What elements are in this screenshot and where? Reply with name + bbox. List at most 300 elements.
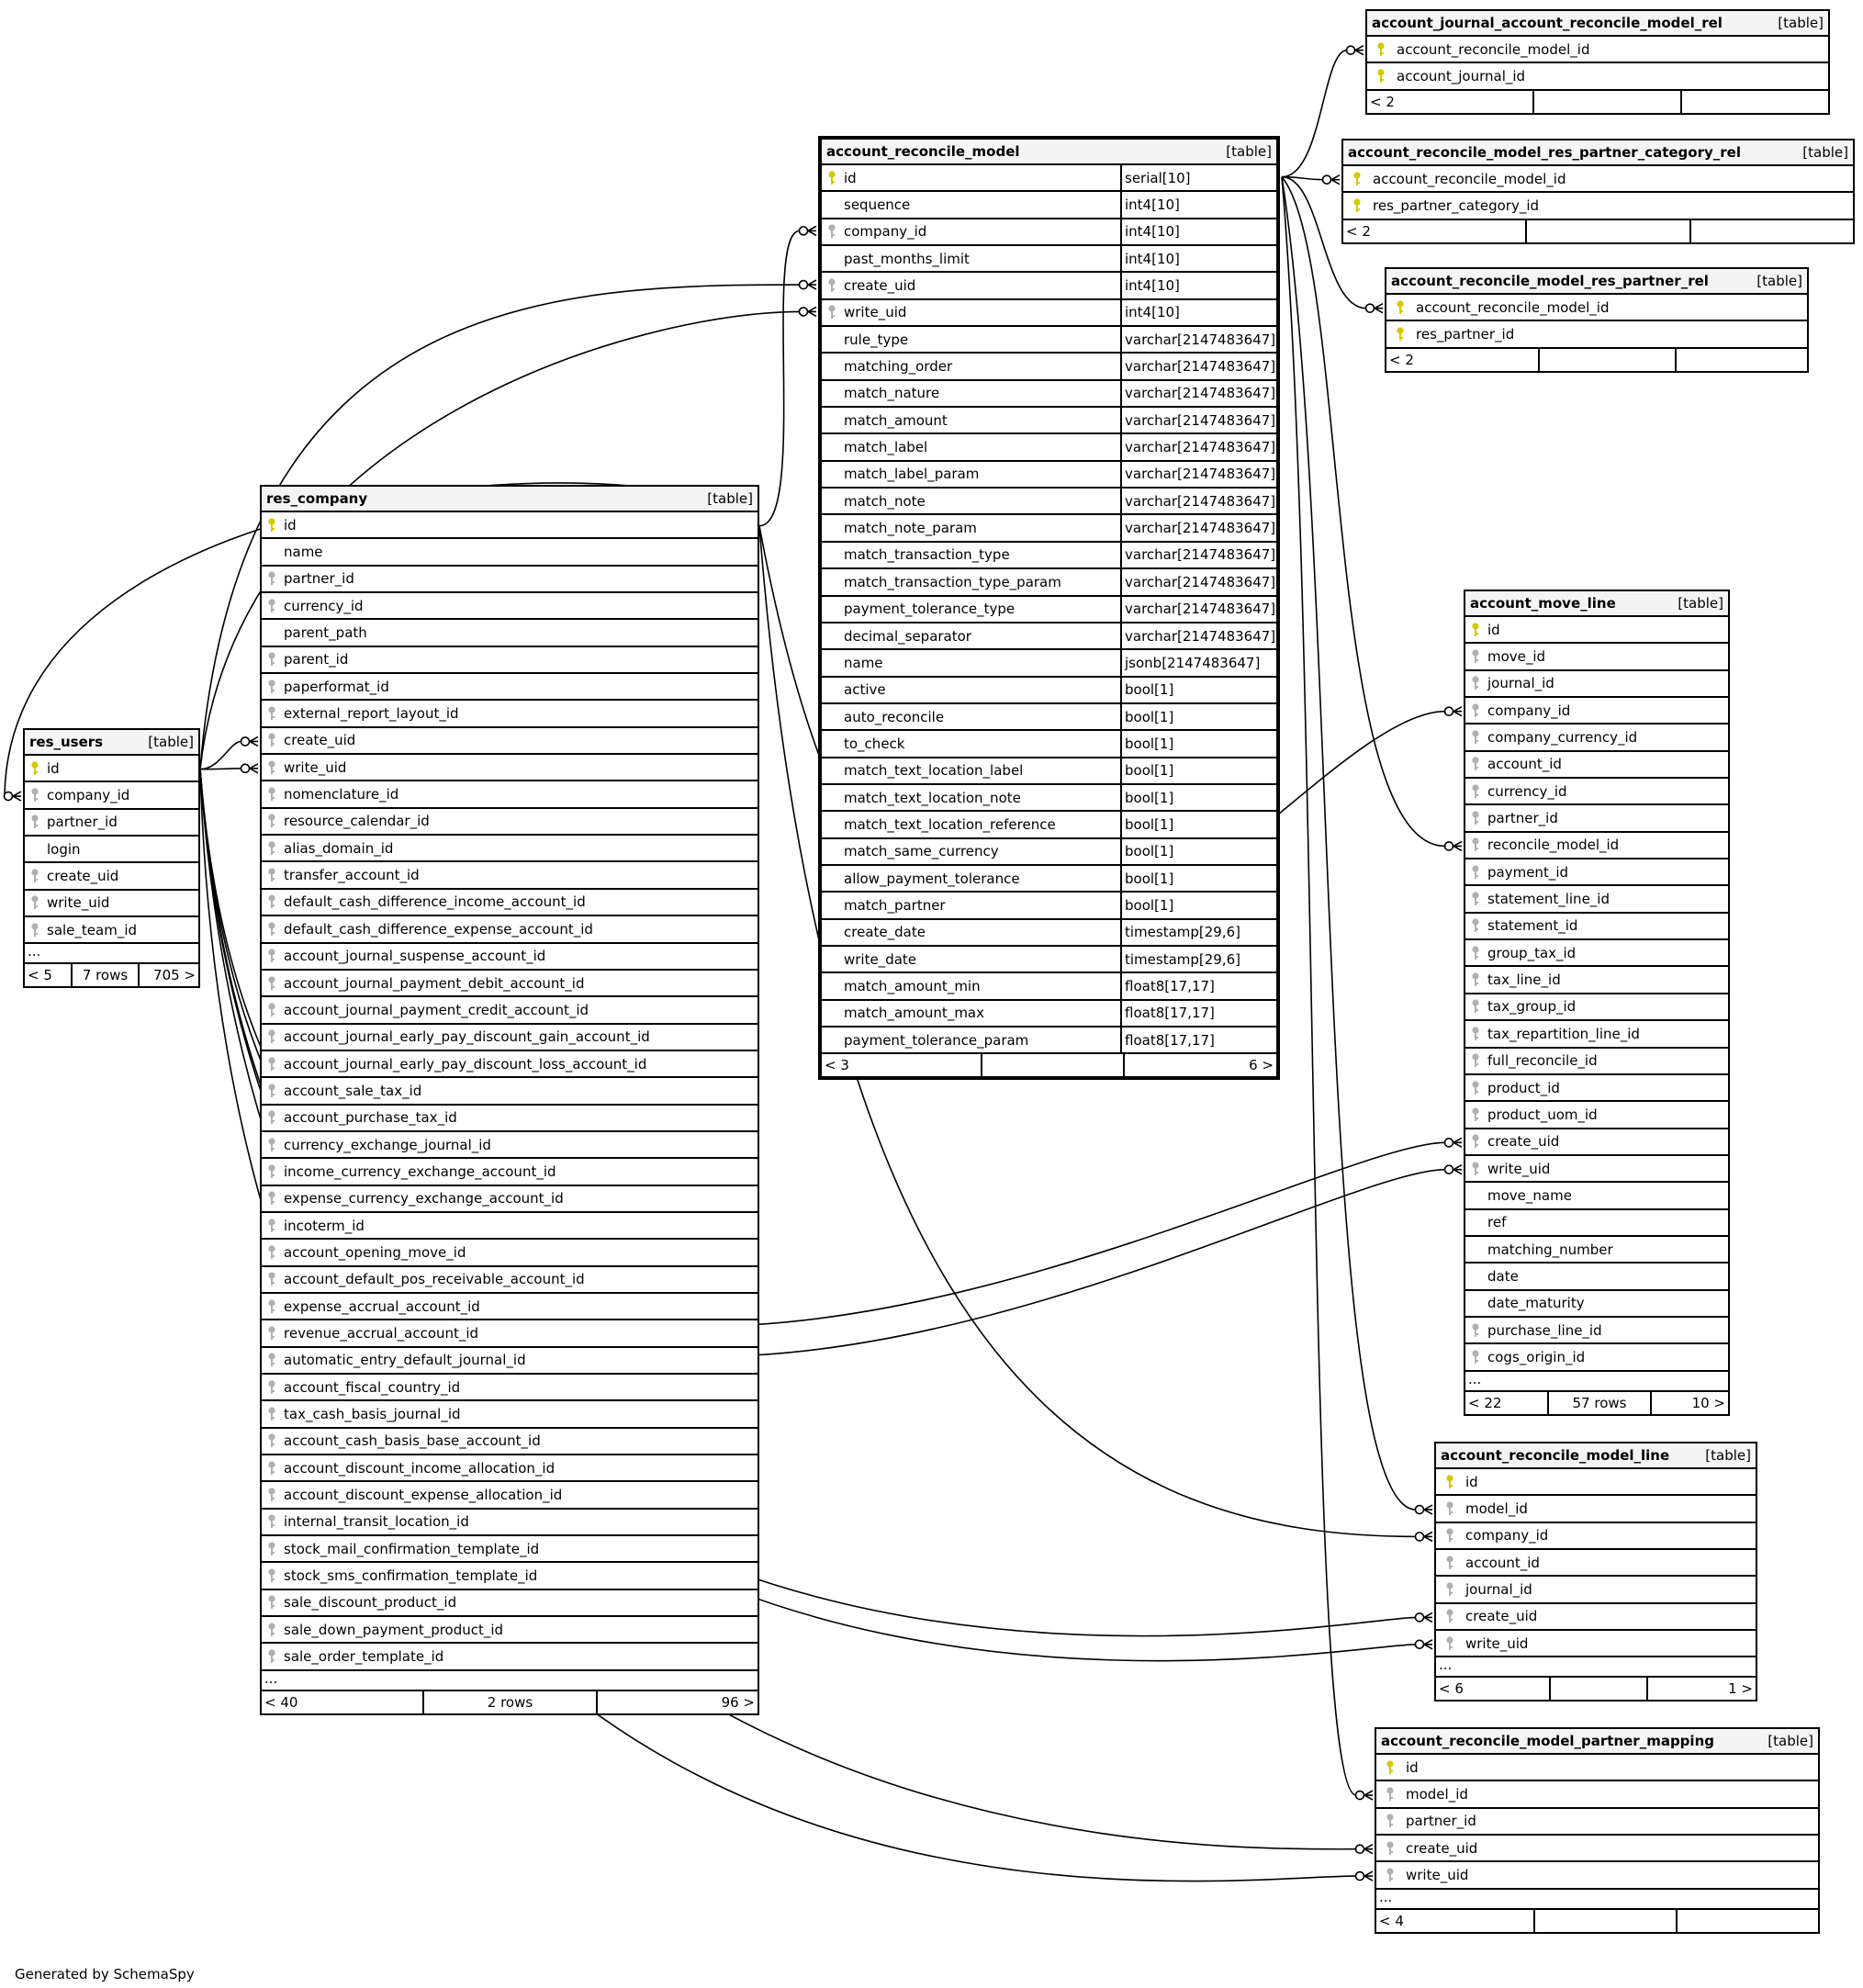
foreign-key-icon bbox=[262, 1164, 282, 1179]
column-row[interactable] bbox=[262, 1106, 758, 1132]
column-row[interactable] bbox=[822, 408, 1276, 434]
primary-key-icon bbox=[1436, 1475, 1464, 1489]
column-row[interactable] bbox=[1465, 1021, 1728, 1048]
children-count[interactable] bbox=[1676, 1910, 1818, 1932]
column-row[interactable] bbox=[822, 354, 1276, 380]
column-row[interactable] bbox=[262, 1510, 758, 1536]
column-row[interactable] bbox=[262, 971, 758, 997]
row-count: 57 rows bbox=[1547, 1392, 1650, 1414]
foreign-key-icon bbox=[262, 1326, 282, 1341]
column-name: rule_type bbox=[844, 331, 909, 348]
table-name: account_reconcile_model bbox=[826, 143, 1020, 160]
foreign-key-icon bbox=[1465, 649, 1486, 664]
column-row[interactable] bbox=[1436, 1604, 1756, 1631]
column-row[interactable] bbox=[1376, 1809, 1818, 1836]
table-account-reconcile-model[interactable] bbox=[818, 136, 1280, 1080]
column-row[interactable] bbox=[25, 837, 198, 863]
column-name: account_sale_tax_id bbox=[284, 1082, 422, 1099]
column-name: journal_id bbox=[1465, 1581, 1532, 1599]
foreign-key-icon bbox=[262, 599, 282, 613]
column-row[interactable] bbox=[822, 920, 1276, 947]
column-row[interactable] bbox=[822, 462, 1276, 489]
foreign-key-icon bbox=[262, 894, 282, 909]
column-row[interactable] bbox=[822, 192, 1276, 219]
column-row[interactable] bbox=[1465, 914, 1728, 940]
column-row[interactable] bbox=[262, 944, 758, 971]
column-name: match_text_location_note bbox=[844, 789, 1021, 806]
column-row[interactable] bbox=[262, 1051, 758, 1078]
foreign-key-icon bbox=[262, 680, 282, 694]
column-row[interactable] bbox=[1465, 994, 1728, 1021]
column-row[interactable] bbox=[262, 1482, 758, 1509]
column-name: sale_discount_product_id bbox=[284, 1594, 457, 1612]
column-row[interactable] bbox=[822, 381, 1276, 408]
foreign-key-icon bbox=[1465, 1134, 1486, 1149]
column-name: account_id bbox=[1487, 756, 1562, 773]
foreign-key-icon bbox=[262, 1461, 282, 1476]
children-count[interactable]: 1 > bbox=[1646, 1678, 1756, 1700]
table-res-users[interactable] bbox=[23, 728, 200, 988]
column-row[interactable] bbox=[262, 1455, 758, 1482]
column-row[interactable] bbox=[1465, 1237, 1728, 1264]
column-type: bool[1] bbox=[1120, 704, 1276, 729]
column-name: auto_reconcile bbox=[844, 708, 945, 725]
column-name: account_opening_move_id bbox=[284, 1243, 466, 1261]
column-row[interactable] bbox=[25, 863, 198, 890]
column-row[interactable] bbox=[262, 836, 758, 862]
column-name: product_uom_id bbox=[1487, 1106, 1598, 1123]
column-name: partner_id bbox=[47, 814, 118, 831]
column-row[interactable] bbox=[1465, 1102, 1728, 1129]
parents-count[interactable]: < 2 bbox=[1370, 93, 1395, 110]
table-account-reconcile-model-res-partner-rel[interactable] bbox=[1385, 267, 1809, 373]
column-row[interactable] bbox=[262, 539, 758, 566]
column-row[interactable] bbox=[1465, 1344, 1728, 1371]
column-row[interactable] bbox=[262, 1644, 758, 1670]
column-row[interactable] bbox=[262, 567, 758, 593]
column-type: timestamp[29,6] bbox=[1120, 920, 1276, 945]
children-count[interactable]: 10 > bbox=[1650, 1392, 1728, 1414]
column-row[interactable] bbox=[25, 810, 198, 837]
column-row[interactable] bbox=[1436, 1496, 1756, 1522]
foreign-key-icon bbox=[1465, 784, 1486, 799]
foreign-key-icon bbox=[1376, 1787, 1404, 1802]
foreign-key-icon bbox=[262, 868, 282, 882]
table-name: account_reconcile_model_partner_mapping bbox=[1381, 1733, 1714, 1749]
column-row[interactable] bbox=[822, 785, 1276, 812]
column-type: bool[1] bbox=[1120, 785, 1276, 810]
table-footer bbox=[1376, 1910, 1818, 1932]
column-row[interactable] bbox=[262, 1536, 758, 1563]
parents-count[interactable]: < 22 bbox=[1468, 1394, 1502, 1411]
column-row[interactable] bbox=[1465, 617, 1728, 644]
column-name: expense_accrual_account_id bbox=[284, 1297, 480, 1315]
foreign-key-icon bbox=[262, 1433, 282, 1448]
column-name: full_reconcile_id bbox=[1487, 1052, 1598, 1070]
column-name: write_uid bbox=[47, 894, 110, 912]
column-row[interactable] bbox=[262, 647, 758, 674]
column-row[interactable] bbox=[1465, 779, 1728, 805]
column-type: int4[10] bbox=[1120, 219, 1276, 244]
column-row[interactable] bbox=[262, 1429, 758, 1455]
column-name: account_fiscal_country_id bbox=[284, 1378, 461, 1396]
column-row[interactable] bbox=[1465, 1156, 1728, 1183]
table-res-company[interactable] bbox=[260, 485, 759, 1715]
column-row[interactable] bbox=[1465, 833, 1728, 859]
column-row[interactable] bbox=[822, 434, 1276, 461]
column-row[interactable] bbox=[262, 1375, 758, 1401]
column-row[interactable] bbox=[1465, 671, 1728, 698]
column-row[interactable] bbox=[262, 674, 758, 701]
table-type-tag: [table] bbox=[1678, 595, 1723, 612]
table-type-tag: [table] bbox=[1768, 1733, 1813, 1749]
edge-ru-aml-create-end bbox=[1445, 1138, 1463, 1147]
column-row[interactable] bbox=[262, 512, 758, 539]
column-row[interactable] bbox=[262, 593, 758, 620]
children-count[interactable]: 96 > bbox=[596, 1691, 758, 1713]
column-name: match_note bbox=[844, 492, 926, 510]
column-row[interactable] bbox=[1376, 1862, 1818, 1889]
column-row[interactable] bbox=[822, 489, 1276, 515]
table-header bbox=[1465, 591, 1728, 617]
column-type: timestamp[29,6] bbox=[1120, 947, 1276, 972]
column-row[interactable] bbox=[262, 1213, 758, 1240]
table-header bbox=[25, 730, 198, 756]
column-name: external_report_layout_id bbox=[284, 705, 459, 723]
column-name: group_tax_id bbox=[1487, 944, 1577, 961]
column-row[interactable] bbox=[262, 1590, 758, 1617]
column-name: date_maturity bbox=[1487, 1295, 1585, 1312]
column-row[interactable] bbox=[262, 1159, 758, 1185]
column-row[interactable] bbox=[822, 515, 1276, 542]
edge-ru-aml-write-end bbox=[1445, 1165, 1463, 1174]
foreign-key-icon bbox=[1465, 757, 1486, 771]
column-name: create_date bbox=[844, 924, 926, 941]
column-name: resource_calendar_id bbox=[284, 813, 430, 830]
column-row[interactable] bbox=[1465, 698, 1728, 724]
column-row[interactable] bbox=[1367, 37, 1828, 63]
row-count bbox=[1549, 1678, 1646, 1700]
foreign-key-icon bbox=[1436, 1609, 1464, 1623]
column-name: res_partner_id bbox=[1416, 326, 1515, 343]
column-type: bool[1] bbox=[1120, 839, 1276, 864]
column-row[interactable] bbox=[822, 731, 1276, 758]
column-row[interactable] bbox=[1465, 1049, 1728, 1075]
column-row[interactable] bbox=[1343, 193, 1853, 219]
column-name: payment_tolerance_param bbox=[844, 1031, 1029, 1049]
column-row[interactable] bbox=[1465, 1183, 1728, 1209]
foreign-key-icon bbox=[262, 1272, 282, 1286]
children-count[interactable] bbox=[1675, 349, 1807, 371]
column-name: move_id bbox=[1487, 648, 1546, 666]
column-row[interactable] bbox=[822, 893, 1276, 919]
column-row[interactable] bbox=[822, 1001, 1276, 1028]
parents-count[interactable]: < 4 bbox=[1379, 1912, 1404, 1929]
column-name: move_name bbox=[1487, 1186, 1572, 1204]
column-row[interactable] bbox=[1436, 1469, 1756, 1496]
column-name: create_uid bbox=[1406, 1839, 1478, 1857]
column-row[interactable] bbox=[262, 1240, 758, 1266]
column-row[interactable] bbox=[822, 219, 1276, 246]
parents-count[interactable]: < 3 bbox=[825, 1057, 849, 1074]
column-row[interactable] bbox=[822, 866, 1276, 893]
column-row[interactable] bbox=[1465, 805, 1728, 832]
column-row[interactable] bbox=[1343, 166, 1853, 193]
column-row[interactable] bbox=[1376, 1755, 1818, 1781]
column-row[interactable] bbox=[262, 1186, 758, 1213]
column-type: varchar[2147483647] bbox=[1120, 597, 1276, 622]
column-row[interactable] bbox=[1465, 859, 1728, 886]
column-row[interactable] bbox=[1465, 1075, 1728, 1102]
column-row[interactable] bbox=[1436, 1523, 1756, 1550]
column-name: id bbox=[1465, 1473, 1478, 1490]
column-row[interactable] bbox=[262, 1294, 758, 1320]
children-count[interactable] bbox=[1680, 91, 1828, 113]
column-row[interactable] bbox=[262, 862, 758, 889]
foreign-key-icon bbox=[262, 1219, 282, 1233]
column-name: partner_id bbox=[284, 570, 354, 588]
column-row[interactable] bbox=[262, 701, 758, 727]
column-row[interactable] bbox=[262, 781, 758, 808]
table-type-tag: [table] bbox=[1226, 143, 1272, 160]
column-row[interactable] bbox=[822, 678, 1276, 704]
column-row[interactable] bbox=[25, 782, 198, 809]
column-row[interactable] bbox=[262, 1401, 758, 1428]
table-account-reconcile-model-partner-mapping[interactable] bbox=[1375, 1727, 1820, 1934]
column-type: jsonb[2147483647] bbox=[1120, 650, 1276, 675]
column-row[interactable] bbox=[822, 327, 1276, 354]
column-row[interactable] bbox=[1436, 1550, 1756, 1577]
column-name: alias_domain_id bbox=[284, 839, 394, 857]
foreign-key-icon bbox=[1465, 1350, 1486, 1365]
foreign-key-icon bbox=[1465, 946, 1486, 960]
column-row[interactable] bbox=[822, 165, 1276, 192]
column-row[interactable] bbox=[1386, 295, 1807, 321]
column-row[interactable] bbox=[1465, 1210, 1728, 1237]
table-account-reconcile-model-line[interactable] bbox=[1434, 1442, 1757, 1702]
table-footer bbox=[25, 964, 198, 986]
column-type: float8[17,17] bbox=[1120, 973, 1276, 998]
column-name: expense_currency_exchange_account_id bbox=[284, 1190, 564, 1207]
foreign-key-icon bbox=[262, 1542, 282, 1556]
column-name: create_uid bbox=[1487, 1133, 1560, 1151]
column-name: name bbox=[284, 544, 323, 561]
column-row[interactable] bbox=[1465, 940, 1728, 967]
column-name: write_uid bbox=[1487, 1160, 1551, 1177]
column-row[interactable] bbox=[1465, 1291, 1728, 1318]
foreign-key-icon bbox=[1376, 1868, 1404, 1882]
column-row[interactable] bbox=[262, 809, 758, 836]
column-row[interactable] bbox=[25, 917, 198, 944]
column-row[interactable] bbox=[1436, 1631, 1756, 1657]
column-row[interactable] bbox=[822, 758, 1276, 785]
column-type: varchar[2147483647] bbox=[1120, 354, 1276, 378]
parents-count[interactable]: < 2 bbox=[1346, 222, 1371, 240]
column-name: create_uid bbox=[47, 868, 119, 885]
foreign-key-icon bbox=[262, 1623, 282, 1637]
column-row[interactable] bbox=[1465, 1129, 1728, 1156]
column-name: match_label bbox=[844, 439, 928, 456]
column-row[interactable] bbox=[1465, 1318, 1728, 1344]
edge-ru-rc-create-end bbox=[241, 736, 259, 746]
foreign-key-icon bbox=[262, 1191, 282, 1206]
column-type: int4[10] bbox=[1120, 246, 1276, 271]
column-name: parent_id bbox=[284, 651, 349, 668]
column-name: company_id bbox=[47, 787, 130, 804]
column-name: tax_repartition_line_id bbox=[1487, 1025, 1640, 1042]
column-row[interactable] bbox=[262, 1132, 758, 1159]
column-name: match_transaction_type_param bbox=[844, 573, 1061, 590]
parents-count[interactable]: < 5 bbox=[28, 967, 52, 984]
row-count bbox=[1532, 91, 1680, 113]
foreign-key-icon bbox=[1465, 730, 1486, 745]
column-row[interactable] bbox=[822, 597, 1276, 623]
foreign-key-icon bbox=[262, 787, 282, 802]
table-name: account_reconcile_model_res_partner_category_rel bbox=[1348, 144, 1741, 161]
table-type-tag: [table] bbox=[1778, 15, 1824, 31]
column-type: varchar[2147483647] bbox=[1120, 462, 1276, 487]
column-row[interactable] bbox=[822, 812, 1276, 838]
column-row[interactable] bbox=[822, 704, 1276, 731]
edge-ru-rc-write-end bbox=[241, 764, 259, 773]
column-row[interactable] bbox=[25, 891, 198, 917]
column-row[interactable] bbox=[262, 620, 758, 646]
column-name: default_cash_difference_income_account_id bbox=[284, 893, 586, 911]
column-row[interactable] bbox=[262, 890, 758, 916]
table-account-move-line[interactable] bbox=[1464, 590, 1730, 1416]
edge-arm-aml-end bbox=[1445, 841, 1463, 850]
column-row[interactable] bbox=[262, 1025, 758, 1051]
foreign-key-icon bbox=[262, 841, 282, 856]
parents-count[interactable]: < 40 bbox=[264, 1693, 298, 1711]
column-row[interactable] bbox=[262, 755, 758, 781]
column-row[interactable] bbox=[1436, 1577, 1756, 1603]
edge-ru-armpm-write-end bbox=[1356, 1871, 1374, 1881]
children-count[interactable]: 705 > bbox=[138, 964, 198, 986]
column-row[interactable] bbox=[1465, 752, 1728, 779]
column-row[interactable] bbox=[1367, 63, 1828, 90]
column-row[interactable] bbox=[822, 623, 1276, 650]
column-row[interactable] bbox=[822, 839, 1276, 866]
column-row[interactable] bbox=[822, 650, 1276, 677]
table-header bbox=[822, 140, 1276, 165]
column-row[interactable] bbox=[822, 543, 1276, 569]
table-account-journal-account-reconcile-model-rel[interactable] bbox=[1365, 9, 1830, 115]
foreign-key-icon bbox=[262, 1029, 282, 1044]
column-type: int4[10] bbox=[1120, 192, 1276, 217]
primary-key-icon bbox=[1343, 172, 1371, 186]
column-name: currency_exchange_journal_id bbox=[284, 1136, 491, 1153]
edge-arm-arml bbox=[1282, 177, 1424, 1510]
foreign-key-icon bbox=[262, 1595, 282, 1610]
column-name: stock_sms_confirmation_template_id bbox=[284, 1567, 538, 1585]
table-type-tag: [table] bbox=[707, 490, 753, 507]
more-columns-ellipsis: ... bbox=[1436, 1657, 1756, 1678]
column-name: revenue_accrual_account_id bbox=[284, 1324, 479, 1342]
foreign-key-icon bbox=[1465, 703, 1486, 718]
row-count bbox=[1525, 220, 1689, 242]
generated-by-footer: Generated by SchemaSpy bbox=[15, 1966, 195, 1982]
column-row[interactable] bbox=[1465, 644, 1728, 670]
column-name: id bbox=[1406, 1758, 1419, 1776]
foreign-key-icon bbox=[822, 224, 842, 239]
column-name: active bbox=[844, 681, 886, 699]
primary-key-icon bbox=[1376, 1760, 1404, 1775]
column-row[interactable] bbox=[262, 1617, 758, 1644]
column-type: bool[1] bbox=[1120, 812, 1276, 837]
column-name: account_purchase_tax_id bbox=[284, 1109, 457, 1127]
column-row[interactable] bbox=[262, 1320, 758, 1347]
column-row[interactable] bbox=[822, 973, 1276, 1000]
column-name: sequence bbox=[844, 197, 911, 214]
column-name: sale_order_template_id bbox=[284, 1648, 444, 1666]
column-name: incoterm_id bbox=[284, 1217, 365, 1234]
column-row[interactable] bbox=[1386, 321, 1807, 348]
column-row[interactable] bbox=[1465, 1264, 1728, 1290]
column-name: match_partner bbox=[844, 896, 946, 914]
primary-key-icon bbox=[1367, 69, 1395, 84]
column-row[interactable] bbox=[262, 997, 758, 1024]
column-row[interactable] bbox=[262, 1267, 758, 1294]
column-name: cogs_origin_id bbox=[1487, 1348, 1586, 1365]
edge-arm-armpm-end bbox=[1356, 1791, 1374, 1800]
column-name: id bbox=[1487, 621, 1500, 638]
edge-ru-arm-create-end bbox=[800, 280, 817, 289]
column-row[interactable] bbox=[1465, 886, 1728, 913]
column-row[interactable] bbox=[262, 728, 758, 755]
more-columns-ellipsis: ... bbox=[25, 944, 198, 964]
table-account-reconcile-model-res-partner-category-rel[interactable] bbox=[1341, 139, 1855, 244]
column-name: account_reconcile_model_id bbox=[1373, 170, 1566, 187]
children-count[interactable]: 6 > bbox=[1123, 1054, 1276, 1076]
column-row[interactable] bbox=[262, 916, 758, 943]
edge-arm-arml-end bbox=[1416, 1505, 1433, 1514]
column-name: id bbox=[47, 759, 60, 777]
column-type: bool[1] bbox=[1120, 758, 1276, 783]
column-row[interactable] bbox=[1465, 724, 1728, 751]
column-row[interactable] bbox=[25, 756, 198, 782]
column-row[interactable] bbox=[822, 1028, 1276, 1054]
column-row[interactable] bbox=[262, 1348, 758, 1375]
children-count[interactable] bbox=[1689, 220, 1853, 242]
column-name: date bbox=[1487, 1267, 1519, 1285]
edge-arm-armpc-rel-end bbox=[1323, 175, 1341, 185]
column-name: tax_cash_basis_journal_id bbox=[284, 1406, 461, 1423]
column-row[interactable] bbox=[822, 947, 1276, 973]
foreign-key-icon bbox=[1376, 1814, 1404, 1828]
column-name: match_amount bbox=[844, 411, 948, 429]
column-row[interactable] bbox=[822, 300, 1276, 327]
column-row[interactable] bbox=[822, 246, 1276, 273]
column-type: bool[1] bbox=[1120, 678, 1276, 702]
column-row[interactable] bbox=[262, 1563, 758, 1589]
column-row[interactable] bbox=[822, 569, 1276, 596]
column-row[interactable] bbox=[262, 1078, 758, 1105]
column-row[interactable] bbox=[1465, 967, 1728, 994]
column-row[interactable] bbox=[822, 273, 1276, 299]
column-row[interactable] bbox=[1376, 1836, 1818, 1862]
column-row[interactable] bbox=[1376, 1781, 1818, 1808]
parents-count[interactable]: < 6 bbox=[1439, 1680, 1464, 1698]
column-name: match_text_location_reference bbox=[844, 815, 1056, 833]
foreign-key-icon bbox=[1465, 1162, 1486, 1176]
parents-count[interactable]: < 2 bbox=[1389, 351, 1414, 368]
edge-ru-arm-write-end bbox=[800, 307, 817, 316]
column-name: payment_id bbox=[1487, 863, 1569, 881]
column-name: internal_transit_location_id bbox=[284, 1513, 469, 1531]
foreign-key-icon bbox=[262, 976, 282, 991]
column-type: float8[17,17] bbox=[1120, 1001, 1276, 1026]
